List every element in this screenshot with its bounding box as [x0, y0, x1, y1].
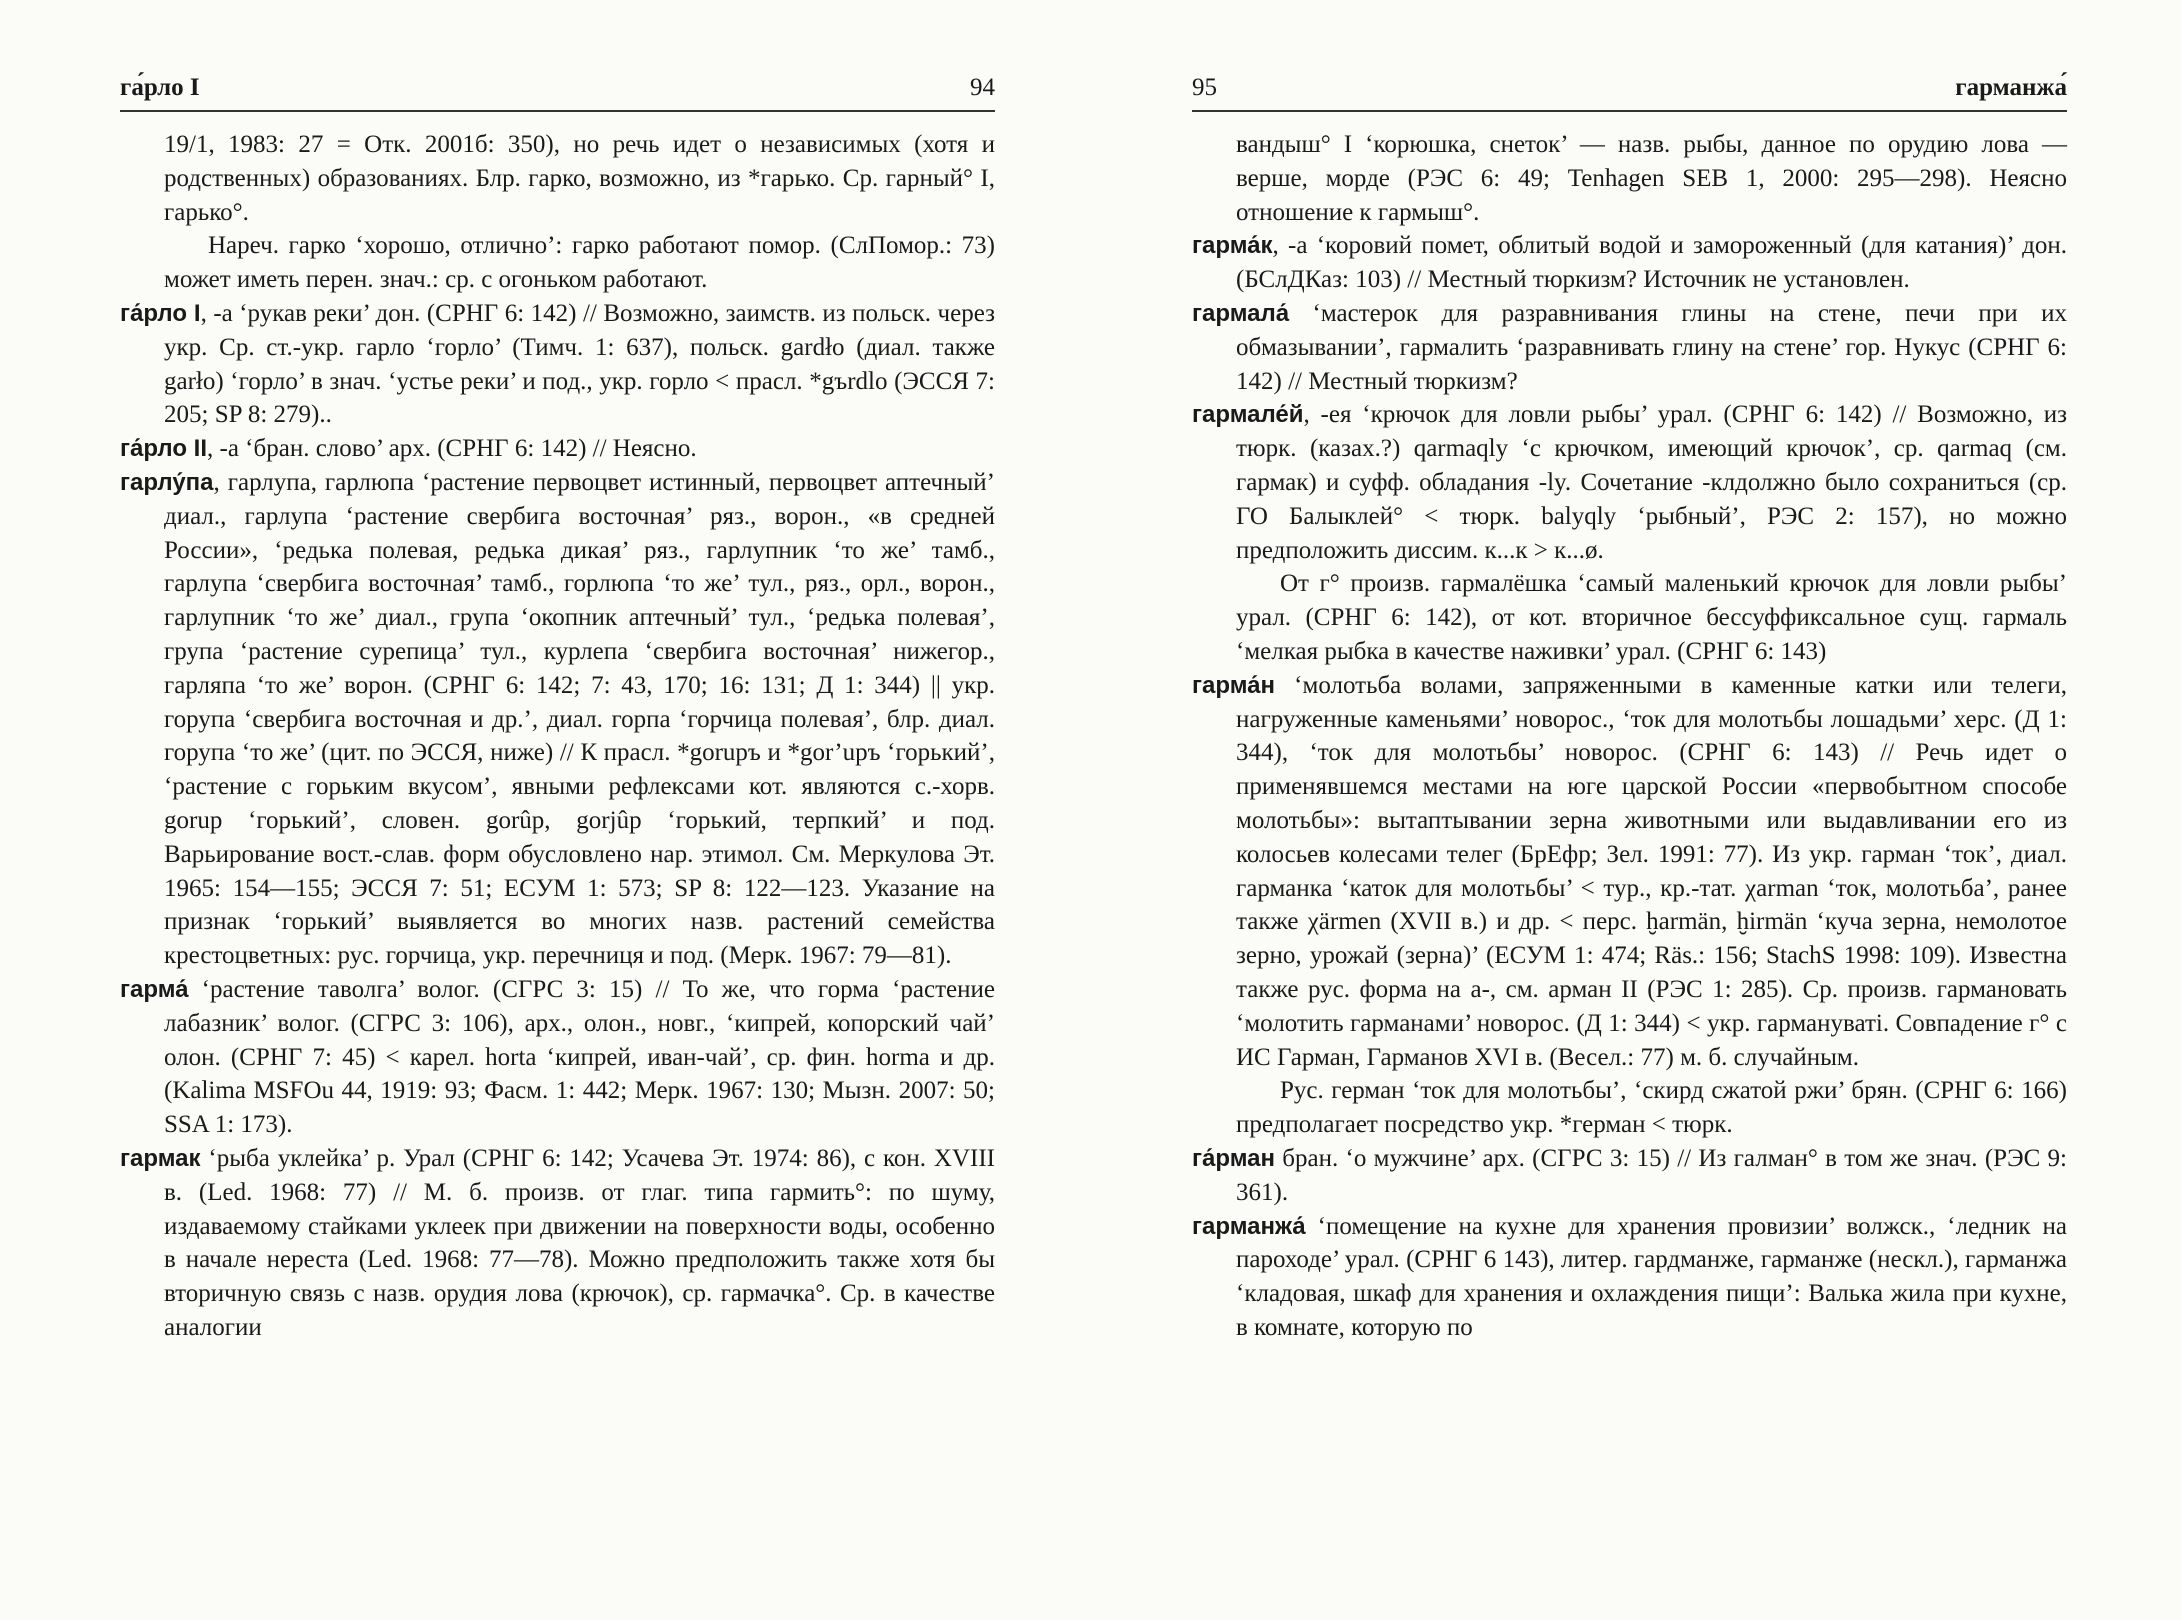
- entry-paragraph: [1192, 567, 2067, 668]
- dictionary-entry: [1192, 229, 2067, 297]
- right-running-head: [1192, 68, 2067, 108]
- right-page-number: 95: [1192, 74, 1217, 101]
- dictionary-entry: [1192, 669, 2067, 1075]
- entry-text: От г° произв. гармалёшка ‘самый маленький крючок для ловли рыбы’ урал. (СРНГ 6: 142), от кот. вторичное бессуффиксальное сущ. гармаль ‘мелкая рыбка в качестве наживки’ урал. (СРНГ 6: 143): [1236, 570, 2067, 665]
- entry-text: , -ея ‘крючок для ловли рыбы’ урал. (СРНГ 6: 142) // Возможно, из тюрк. (казах.?) qarmaqly ‘с крючком, имеющий крючок’, ср. qarmaq (см. гармак) и суфф. обладания -ly. Сочетание -клдолжно было сохраниться (ср. ГО Балыклей° < тюрк. balyqly ‘рыбный’, РЭС 2: 157), но можно предположить диссим. к...к > к...ø.: [1236, 401, 2067, 564]
- dictionary-entry: [1192, 398, 2067, 567]
- entry-text: , -а ‘бран. слово’ арх. (СРНГ 6: 142) // Неясно.: [207, 435, 697, 463]
- left-header-rule: [120, 110, 995, 112]
- entry-paragraph: [1192, 1074, 2067, 1142]
- dictionary-entry: [1192, 1142, 2067, 1210]
- right-header-rule: [1192, 110, 2067, 112]
- entry-headword: га́рло II: [120, 435, 207, 463]
- dictionary-entry: [120, 432, 995, 466]
- entry-paragraph: [120, 128, 995, 229]
- entry-text: Нареч. гарко ‘хорошо, отлично’: гарко работают помор. (СлПомор.: 73) может иметь перен. знач.: ср. с огоньком работают.: [164, 232, 995, 294]
- entry-headword: гарма́н: [1192, 671, 1275, 699]
- entry-paragraph: [120, 229, 995, 297]
- entry-text: , -а ‘коровий помет, облитый водой и замороженный (для катания)’ дон. (БСлДКаз: 103) // Местный тюркизм? Источник не установлен.: [1236, 232, 2067, 294]
- dictionary-entry: [120, 297, 995, 432]
- entry-text: Рус. герман ‘ток для молотьбы’, ‘скирд сжатой ржи’ брян. (СРНГ 6: 166) предполагает посредство укр. *герман < тюрк.: [1236, 1077, 2067, 1139]
- entry-headword: га́рло I: [120, 299, 201, 327]
- entry-text: ‘молотьба волами, запряженными в каменные катки или телеги, нагруженные каменьями’ новорос., ‘ток для молотьбы лошадьми’ херс. (Д 1: 344), ‘ток для молотьбы’ новорос. (СРНГ 6: 143) // Речь идет о применявшемся местами на юге царской России «первобытном способе молотьбы»: вытаптывании зерна животными или выдавливании его из колосьев колесами телег (БрЕфр; Зел. 1991: 77). Из укр. гарман ‘ток’, диал. гарманка ‘каток для молотьбы’ < тур., кр.-тат. χarman ‘ток, молотьба’, ранее также χärmen (XVII в.) и др. < перс. ḫarmän, ḫirmän ‘куча зерна, немолотое зерно, урожай (зерна)’ (ЕСУМ 1: 474; Räs.: 156; StachS 1998: 109). Известна также рус. форма на а-, см. арман II (РЭС 1: 285). Ср. произв. гармановать ‘молотить гарманами’ новорос. (Д 1: 344) < укр. гармануваті. Совпадение г° с ИС Гарман, Гарманов XVI в. (Весел.: 77) м. б. случайным.: [1236, 671, 2067, 1071]
- dictionary-entry: [120, 466, 995, 973]
- right-page: [1090, 0, 2181, 1620]
- entry-headword: гарманжа́: [1192, 1212, 1306, 1240]
- entry-headword: гармак: [120, 1144, 201, 1172]
- entry-headword: гарма́: [120, 975, 189, 1003]
- entry-text: вандыш° I ‘корюшка, снеток’ — назв. рыбы, данное по орудию лова — верше, морде (РЭС 6: 49; Tenhagen SEB 1, 2000: 295—298). Неясно отношение к гармыш°.: [1236, 131, 2067, 226]
- left-running-head: [120, 68, 995, 108]
- entry-paragraph: [1192, 128, 2067, 229]
- dictionary-entry: [120, 1142, 995, 1345]
- entry-text: ‘рыба уклейка’ р. Урал (СРНГ 6: 142; Усачева Эт. 1974: 86), с кон. XVIII в. (Led. 1968: 77) // М. б. произв. от глаг. типа гармить°: по шуму, издаваемому стайками уклеек при движении на поверхности воды, особенно в начале нереста (Led. 1968: 77—78). Можно предположить также хотя бы вторичную связь с назв. орудия лова (крючок), ср. гармачка°. Ср. в качестве аналогии: [164, 1144, 995, 1341]
- entry-headword: гармале́й: [1192, 401, 1304, 429]
- left-page-number: 94: [970, 74, 995, 101]
- entry-headword: гарлу́па: [120, 468, 214, 496]
- entry-headword: гармала́: [1192, 299, 1290, 327]
- entry-text: , гарлупа, гарлюпа ‘растение первоцвет истинный, первоцвет аптечный’ диал., гарлупа ‘растение свербига восточная’ ряз., ворон., «в средней России», ‘редька полевая, редька дикая’ ряз., гарлупник ‘то же’ тамб., гарлупа ‘свербига восточная’ тамб., горлюпа ‘то же’ тул., ряз., орл., ворон., гарлупник ‘то же’ диал., група ‘окопник аптечный’ тул., ‘редька полевая’, група ‘растение сурепица’ тул., курлепа ‘свербига восточная’ нижегор., гарляпа ‘то же’ ворон. (СРНГ 6: 142; 7: 43, 170; 16: 131; Д 1: 344) || укр. горупа ‘свербига восточная и др.’, диал. горпа ‘горчица полевая’, блр. диал. горупа ‘то же’ (цит. по ЭССЯ, ниже) // К прасл. *gorupъ и *gor’upъ ‘горький’, ‘растение с горьким вкусом’, явными рефлексами кот. являются с.-хорв. gorup ‘горький’, словен. gorûp, gorjûp ‘горький, терпкий’ и под. Варьирование вост.-слав. форм обусловлено нар. этимол. См. Меркулова Эт. 1965: 154—155; ЭССЯ 7: 51; ЕСУМ 1: 573; SP 8: 122—123. Указание на признак ‘горький’ выявляется во многих назв. растений семейства крестоцветных: рус. горчица, укр. перечниця и под. (Мерк. 1967: 79—81).: [164, 468, 995, 970]
- left-text-column: [120, 128, 995, 1345]
- dictionary-entry: [120, 973, 995, 1142]
- entry-text: ‘помещение на кухне для хранения провизии’ волжск., ‘ледник на пароходе’ урал. (СРНГ 6 143), литер. гардманже, гарманже (нескл.), гарманжа ‘кладовая, шкаф для хранения и охлаждения пищи’: Валька жила при кухне, в комнате, которую по: [1236, 1212, 2067, 1341]
- dictionary-entry: [1192, 1210, 2067, 1345]
- entry-headword: гарма́к: [1192, 232, 1273, 260]
- entry-text: , -а ‘рукав реки’ дон. (СРНГ 6: 142) // Возможно, заимств. из польск. через укр. Ср. ст.-укр. гарло ‘горло’ (Тимч. 1: 637), польск. gardło (диал. также garło) ‘горло’ в знач. ‘устье реки’ и под., укр. горло < прасл. *gъrdlo (ЭССЯ 7: 205; SP 8: 279)..: [164, 299, 995, 429]
- entry-text: 19/1, 1983: 27 = Отк. 2001б: 350), но речь идет о независимых (хотя и родственных) образованиях. Блр. гарко, возможно, из *гарько. Ср. гарный° I, гарько°.: [164, 131, 995, 226]
- entry-headword: га́рман: [1192, 1144, 1275, 1172]
- entry-text: ‘растение таволга’ волог. (СГРС 3: 15) // То же, что горма ‘растение лабазник’ волог. (СГРС 3: 106), арх., олон., новг., ‘кипрей, копорский чай’ олон. (СРНГ 7: 45) < карел. horta ‘кипрей, иван-чай’, ср. фин. horma и др. (Kalima MSFOu 44, 1919: 93; Фасм. 1: 442; Мерк. 1967: 130; Мызн. 2007: 50; SSA 1: 173).: [164, 975, 995, 1139]
- left-page: [0, 0, 1090, 1620]
- entry-text: бран. ‘о мужчине’ арх. (СГРС 3: 15) // Из галман° в том же знач. (РЭС 9: 361).: [1236, 1144, 2067, 1206]
- right-running-headword: гарманжа́: [1955, 74, 2067, 101]
- left-running-headword: га́рло I: [120, 74, 200, 101]
- entry-text: ‘мастерок для разравнивания глины на стене, печи при их обмазывании’, гармалить ‘разравнивать глину на стене’ гор. Нукус (СРНГ 6: 142) // Местный тюркизм?: [1236, 299, 2067, 395]
- dictionary-entry: [1192, 297, 2067, 398]
- right-text-column: [1192, 128, 2067, 1345]
